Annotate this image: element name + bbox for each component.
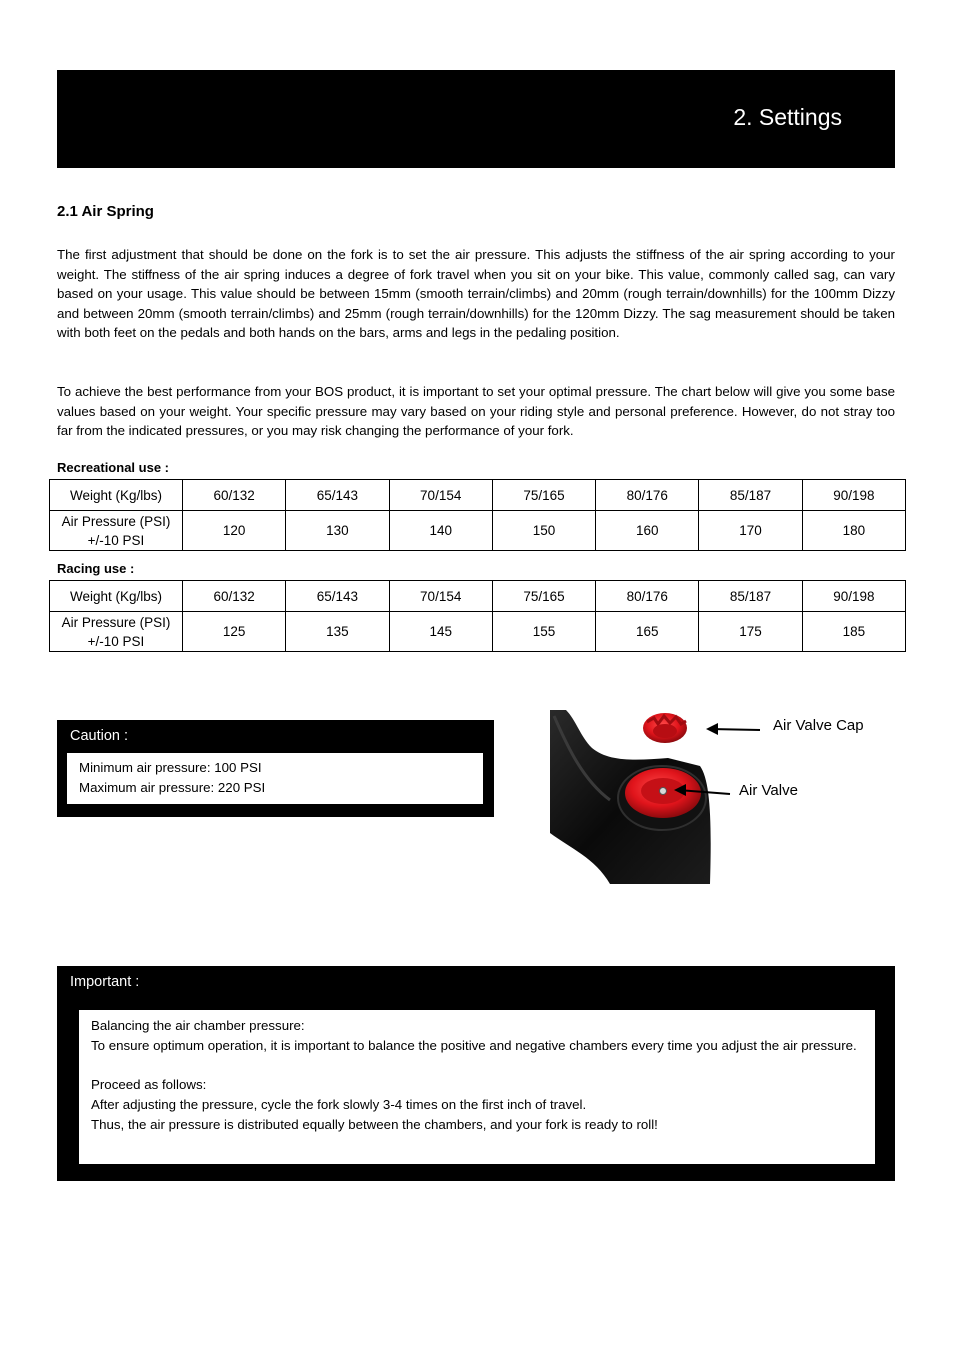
weight-cell: 80/176 [596,480,699,511]
row-header-line: +/-10 PSI [87,532,145,548]
racing-table-label: Racing use : [57,561,135,576]
pressure-paragraph: To achieve the best performance from your BOS product, it is important to set your optimal pressure. The chart below will give you some base values based on your weight. Your specific pressure may vary based on your riding style and personal preference. However, do not stray too far from the indicated pressures, or you may risk changing the performance of your fork. [57,384,895,439]
weight-cell: 85/187 [699,581,802,612]
fork-crown-illustration [550,708,910,888]
table-row [50,511,906,551]
row-header: Weight (Kg/lbs) [50,480,183,511]
weight-cell: 90/198 [802,480,905,511]
air-valve-cap-icon [643,713,687,743]
weight-cell: 75/165 [492,581,595,612]
pressure-cell: 130 [286,511,389,551]
row-header [50,612,183,652]
caution-content [67,753,483,804]
weight-cell: 90/198 [802,581,905,612]
pressure-cell: 165 [596,612,699,652]
pressure-cell: 170 [699,511,802,551]
pressure-cell: 160 [596,511,699,551]
max-pressure-text: Maximum air pressure: 220 PSI [79,779,266,795]
header-bar [57,70,895,168]
balancing-text: To ensure optimum operation, it is important to balance the positive and negative chambers every time you adjust the air pressure. [91,1037,857,1053]
weight-cell: 80/176 [596,581,699,612]
table-row [50,581,906,612]
row-header [50,511,183,551]
row-header: Weight (Kg/lbs) [50,581,183,612]
balancing-heading: Balancing the air chamber pressure: [91,1018,305,1033]
air-valve-cap-label: Air Valve Cap [773,717,864,734]
table-row [50,480,906,511]
arrow-cap-icon [706,723,760,735]
pressure-cell: 140 [389,511,492,551]
intro-paragraph: The first adjustment that should be done on the fork is to set the air pressure. This adjusts the stiffness of the air spring according to your weight. The stiffness of the air spring induces a degree of fork travel when you sit on your bike. This value, commonly called sag, can vary based on your usage. This value should be between 15mm (smooth terrain/climbs) and 20mm (rough terrain/downhills) for the 100mm Dizzy and between 20mm (smooth terrain/climbs) and 25mm (rough terrain/downhills) for the 120mm Dizzy. The sag measurement should be taken with both feet on the pedals and both hands on the bars, arms and legs in the pedaling position. [57,247,895,341]
weight-cell: 70/154 [389,480,492,511]
weight-cell: 75/165 [492,480,595,511]
table-row [50,612,906,652]
pressure-cell: 120 [183,511,286,551]
spacer [91,1055,865,1075]
procedure-step: After adjusting the pressure, cycle the fork slowly 3-4 times on the first inch of travel. [91,1096,587,1112]
section-heading: 2.1 Air Spring [57,203,154,220]
weight-cell: 85/187 [699,480,802,511]
caution-box [57,720,494,817]
important-content [79,1010,875,1164]
pressure-cell: 185 [802,612,905,652]
pressure-cell: 145 [389,612,492,652]
row-header-line: +/-10 PSI [87,633,145,649]
important-title: Important : [70,974,140,990]
weight-cell: 65/143 [286,581,389,612]
valve-core-icon [660,788,667,795]
racing-pressure-table [49,580,906,652]
air-valve-label: Air Valve [739,782,798,799]
caution-title: Caution : [70,728,129,744]
procedure-result: Thus, the air pressure is distributed equally between the chambers, and your fork is ready to roll! [91,1116,658,1132]
recreational-table-label: Recreational use : [57,460,169,475]
pressure-cell: 155 [492,612,595,652]
air-valve-figure [550,708,910,888]
pressure-cell: 180 [802,511,905,551]
row-header-line: Air Pressure (PSI) [61,614,171,630]
pressure-cell: 135 [286,612,389,652]
min-pressure-text: Minimum air pressure: 100 PSI [79,760,262,775]
pressure-cell: 125 [183,612,286,652]
pressure-cell: 150 [492,511,595,551]
procedure-heading: Proceed as follows: [91,1077,207,1093]
row-header-line: Air Pressure (PSI) [61,513,171,529]
recreational-pressure-table [49,479,906,551]
weight-cell: 70/154 [389,581,492,612]
weight-cell: 65/143 [286,480,389,511]
pressure-cell: 175 [699,612,802,652]
page-title: 2. Settings [733,104,842,130]
weight-cell: 60/132 [183,581,286,612]
weight-cell: 60/132 [183,480,286,511]
important-box [57,966,895,1181]
